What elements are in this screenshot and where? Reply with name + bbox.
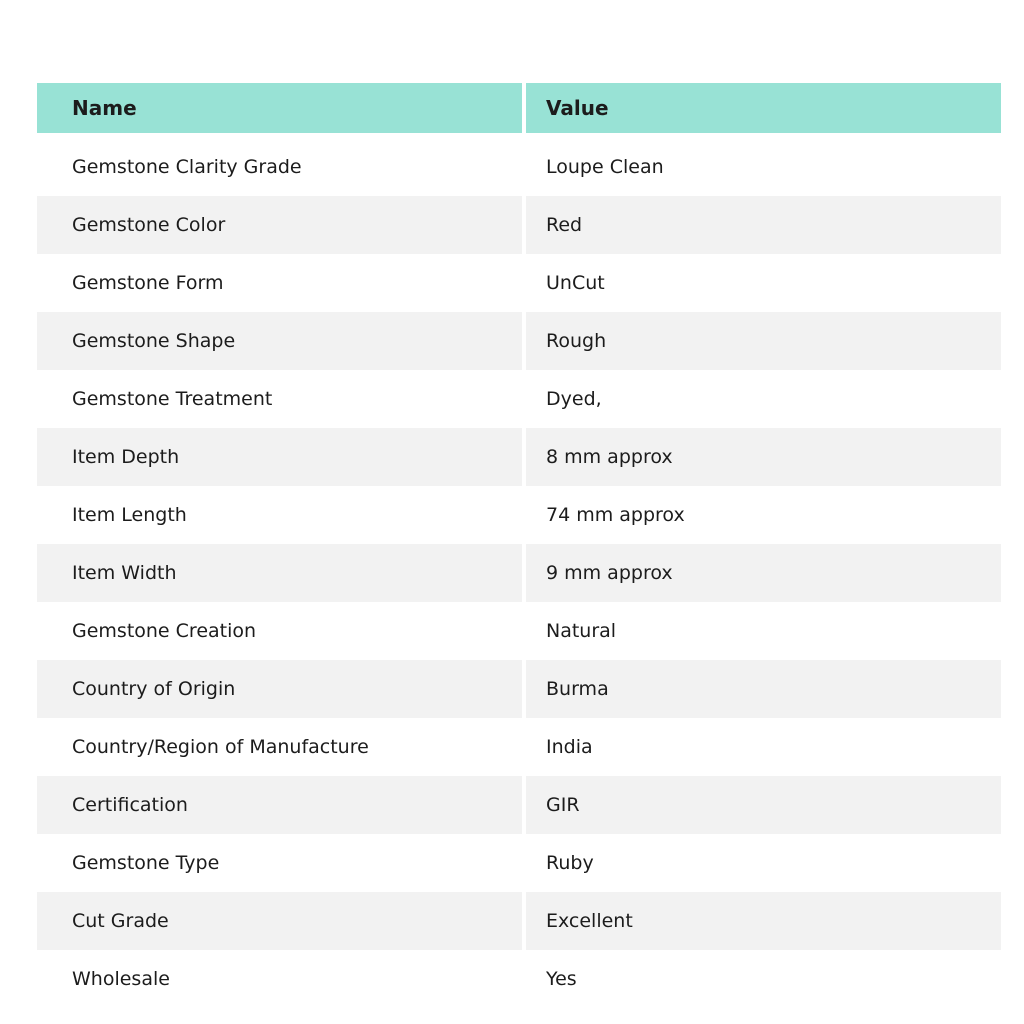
table-row (37, 718, 1001, 776)
table-row (37, 196, 1001, 254)
table-row (37, 428, 1001, 486)
table-row (37, 486, 1001, 544)
table-row (37, 834, 1001, 892)
table-body (37, 138, 1001, 1008)
column-header-name: Name (37, 83, 522, 133)
row-name-cell: Item Depth (37, 428, 522, 486)
table-row (37, 138, 1001, 196)
row-name-cell: Cut Grade (37, 892, 522, 950)
row-value-cell: 74 mm approx (546, 504, 685, 526)
row-value-cell: India (546, 736, 593, 758)
row-name-cell: Wholesale (72, 968, 170, 990)
row-value-cell: GIR (526, 776, 1001, 834)
row-name-cell: Gemstone Form (72, 272, 224, 294)
row-value-cell: Dyed, (546, 388, 602, 410)
row-name-cell: Country of Origin (37, 660, 522, 718)
row-name-cell: Country/Region of Manufacture (72, 736, 369, 758)
row-name-cell: Gemstone Creation (72, 620, 257, 642)
table-row (37, 312, 1001, 370)
row-name-cell: Gemstone Color (37, 196, 522, 254)
row-value-cell: UnCut (546, 272, 605, 294)
row-value-cell: Natural (546, 620, 617, 642)
row-value-cell: Ruby (546, 852, 594, 874)
table-row (37, 892, 1001, 950)
table-row (37, 254, 1001, 312)
table-row (37, 370, 1001, 428)
table-header-row (37, 83, 1001, 133)
item-specifics-table (37, 83, 1001, 1008)
row-value-cell: 8 mm approx (526, 428, 1001, 486)
table-row (37, 950, 1001, 1008)
row-name-cell: Item Width (37, 544, 522, 602)
row-name-cell: Gemstone Treatment (72, 388, 273, 410)
row-value-cell: Excellent (526, 892, 1001, 950)
row-value-cell: Yes (546, 968, 577, 990)
row-value-cell: Rough (526, 312, 1001, 370)
row-value-cell: Red (526, 196, 1001, 254)
row-value-cell: 9 mm approx (526, 544, 1001, 602)
table-row (37, 602, 1001, 660)
row-name-cell: Gemstone Clarity Grade (72, 156, 302, 178)
row-name-cell: Gemstone Shape (37, 312, 522, 370)
table-row (37, 776, 1001, 834)
table-row (37, 660, 1001, 718)
table-row (37, 544, 1001, 602)
row-name-cell: Certification (37, 776, 522, 834)
row-name-cell: Gemstone Type (72, 852, 220, 874)
row-name-cell: Item Length (72, 504, 187, 526)
row-value-cell: Loupe Clean (546, 156, 664, 178)
column-header-value: Value (526, 83, 1001, 133)
row-value-cell: Burma (526, 660, 1001, 718)
